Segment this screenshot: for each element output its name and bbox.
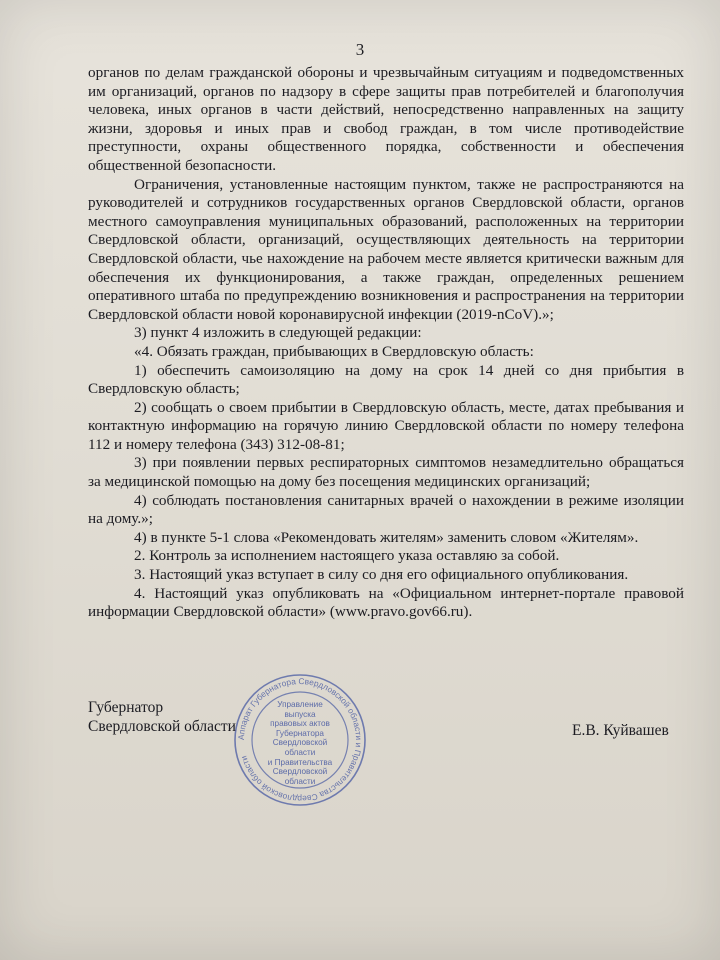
signatory-title-line: Свердловской области (88, 718, 236, 735)
paragraph: Ограничения, установленные настоящим пунктом, также не распространяются на руководителей и сотрудников государственных органов Свердловской области, органов местного самоуправления муниципальных образований, расположенных на территории Свердловской области, организаций, осуществляющих деятельность на территории Свердловской области, чье нахождение на рабочем месте является критически важным для обеспечения их функционирования, а также граждан, определенных решением оперативного штаба по предупреждению возникновения и распространения на территории Свердловской области новой коронавирусной инфекции (2019-nCoV).»; (88, 175, 684, 323)
paragraph: 2. Контроль за исполнением настоящего указа оставляю за собой. (134, 547, 560, 565)
stamp-center-text (262, 700, 338, 786)
stamp-line: и Правительства (267, 757, 333, 767)
stamp-ring-text: Аппарат Губернатора Свердловской области и Правительства Свердловской области (235, 675, 365, 805)
paragraph: «4. Обязать граждан, прибывающих в Свердловскую область: (134, 342, 534, 360)
signatory-title-line: Губернатор (88, 699, 164, 716)
paragraph: органов по делам гражданской обороны и чрезвычайным ситуациям и подведомственных им организаций, органов по надзору в сфере защиты прав потребителей и благополучия человека, иных органов в части действий, непосредственно направленных на защиту жизни, здоровья и иных прав и свобод граждан, в том числе противодействие преступности, охраны общественного порядка, собственности и обеспечения общественной безопасности. (88, 64, 684, 174)
stamp-line: Свердловской (272, 767, 328, 777)
stamp-line: области (284, 776, 316, 786)
stamp-line: Губернатора (276, 728, 324, 738)
page-number: 3 (355, 40, 365, 59)
paragraph: 1) обеспечить самоизоляцию на дому на срок 14 дней со дня прибытия в Свердловскую область; (88, 361, 684, 398)
stamp-line: Свердловской области (272, 738, 328, 757)
paragraph: 4) в пункте 5-1 слова «Рекомендовать жителям» заменить словом «Жителям». (134, 528, 639, 546)
paragraph: 4) соблюдать постановления санитарных врачей о нахождении в режиме изоляции на дому.»; (88, 491, 684, 528)
paragraph: 4. Настоящий указ опубликовать на «Официальном интернет-портале правовой информации Свердловской области» (www.pravo.gov66.ru). (88, 584, 684, 621)
signatory-title (88, 698, 236, 736)
paragraph: 3. Настоящий указ вступает в силу со дня его официального опубликования. (134, 566, 629, 584)
stamp-line: правовых актов (270, 719, 330, 729)
paragraph: 2) сообщать о своем прибытии в Свердловскую область, месте, датах пребывания и контактную информацию на горячую линию Свердловской области по номеру телефона 112 и номеру телефона (343) 312-08-81; (88, 398, 684, 453)
stamp-line: Управление (277, 700, 323, 709)
document-body (88, 64, 684, 622)
stamp-line: выпуска (284, 709, 316, 719)
paragraph: 3) пункт 4 изложить в следующей редакции: (134, 324, 422, 342)
paragraph: 3) при появлении первых респираторных симптомов незамедлительно обращаться за медицинской помощью на дому без посещения медицинских организаций; (88, 454, 684, 491)
signatory-name: Е.В. Куйвашев (572, 722, 669, 739)
